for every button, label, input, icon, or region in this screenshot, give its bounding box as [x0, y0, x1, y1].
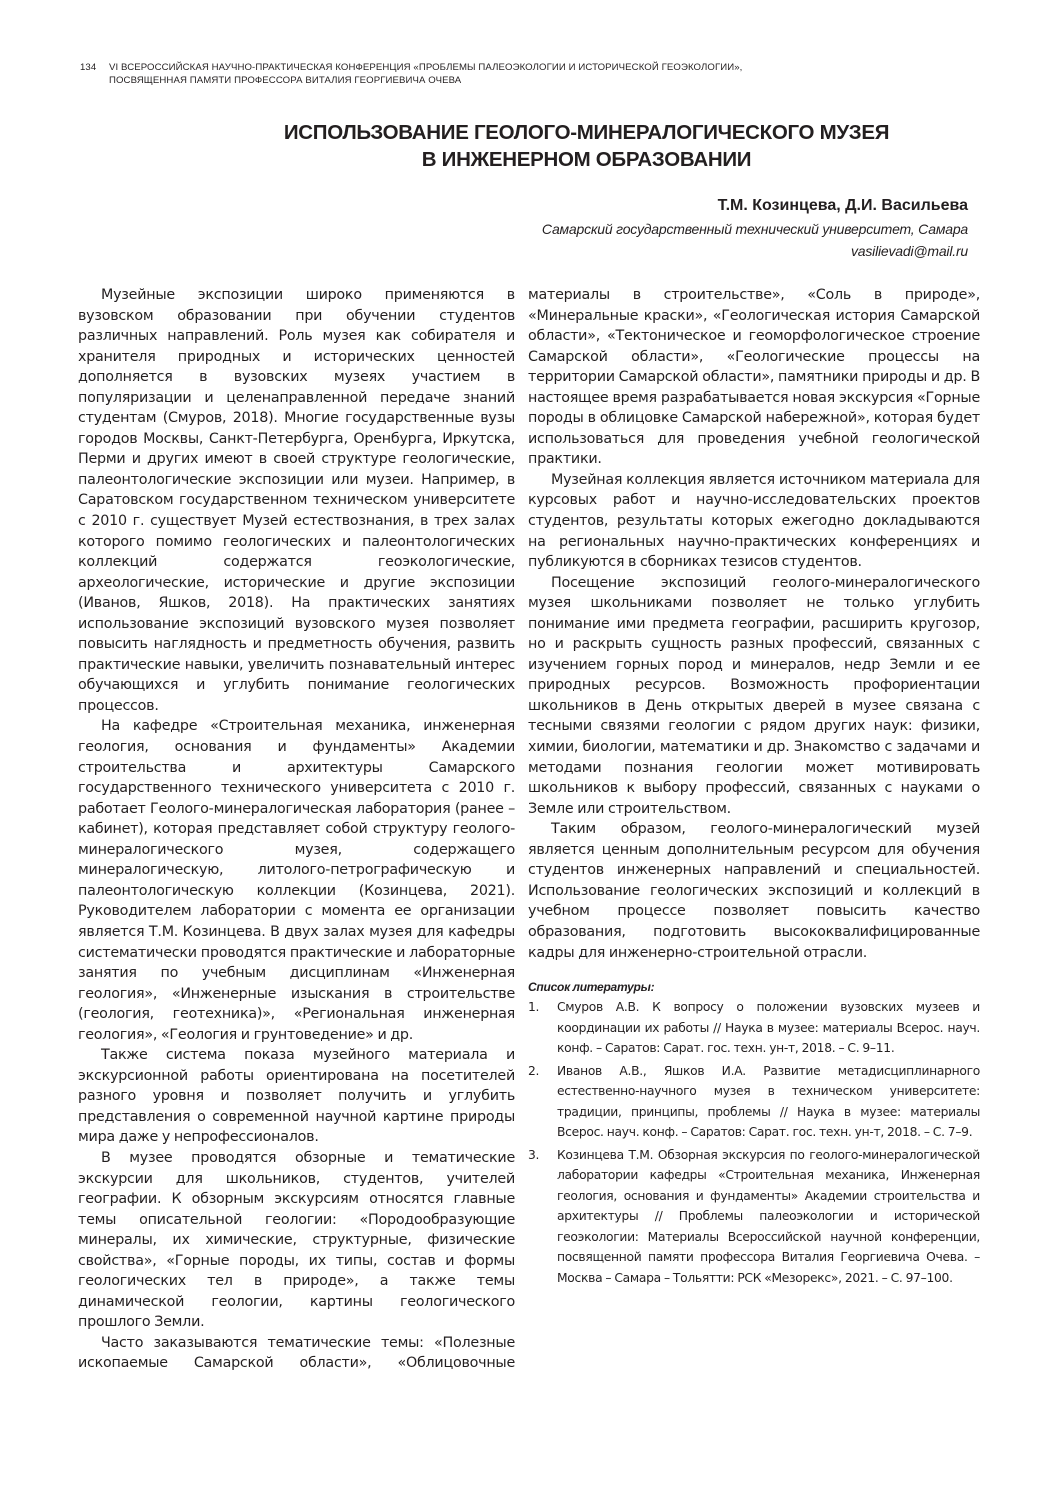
- affiliation: Самарский государственный технический университет, Самара: [541, 221, 968, 237]
- references-heading: Список литературы:: [528, 980, 655, 995]
- right-column: [528, 285, 980, 1290]
- reference-item: [528, 1061, 980, 1143]
- reference-number: 3.: [528, 1147, 540, 1162]
- references-list: [528, 997, 980, 1288]
- author-block: [542, 194, 968, 262]
- paragraph: На кафедре «Строительная механика, инженерная геология, основания и фундаменты» Академии строительства и архитектуры Самарского государственного технического университета с 2010 г. работает Геолого-минералогическая лаборатория (ранее – кабинет), которая представляет собой структуру геолого-минералогического музея, содержащего минералогическую, литолого-петрографическую и палеонтологическую коллекции (Козинцева, 2021). Руководителем лаборатории с момента ее организации является Т.М. Козинцева. В двух залах музея для кафедры систематически проводятся практические и лабораторные занятия по учебным дисциплинам «Инженерная геология», «Инженерные изыскания в строительстве (геология, геотехника)», «Региональная инженерная геология», «Геология и грунтоведение» и др.: [78, 718, 515, 1043]
- article-title-line-2: В ИНЖЕНЕРНОМ ОБРАЗОВАНИИ: [421, 148, 752, 171]
- article-title: [0, 119, 1058, 173]
- paragraph: Также система показа музейного материала и экскурсионной работы ориентирована на посетителей разного уровня и позволяет получить и углубить представления о современной научной картине природы мира даже у непрофессионалов.: [78, 1047, 515, 1146]
- paragraph: Музейная коллекция является источником материала для курсовых работ и научно-исследовательских проектов студентов, результаты которых ежегодно докладываются на региональных научно-практических конференциях и публикуются в сборниках тезисов студентов.: [528, 471, 980, 571]
- paragraph: Таким образом, геолого-минералогический музей является ценным дополнительным ресурсом для обучения студентов инженерных направлений и специальностей. Использование геологических экспозиций и коллекций в учебном процессе позволяет повысить качество образования, подготовить высококвалифицированные кадры для инженерно-строительной отрасли.: [528, 821, 980, 961]
- reference-text: Козинцева Т.М. Обзорная экскурсия по геолого-минералогической лаборатории кафедры «Строительная механика, Инженерная геология, основания и фундаменты» Академии строительства и архитектуры // Проблемы палеоэкологии и исторической геоэкологии: Материалы Всероссийской научной конференции, посвященной памяти профессора Виталия Георгиевича Очева. – Москва – Самара – Тольятти: РСК «Мезорекс», 2021. – С. 97–100.: [557, 1147, 980, 1285]
- author-email[interactable]: vasilievadi@mail.ru: [850, 243, 968, 259]
- paragraph: Посещение экспозиций геолого-минералогического музея школьниками позволяет не только углубить понимание ими предмета географии, расширить кругозор, но и раскрыть сущность разных профессий, связанных с изучением горных пород и минералов, недр Земли и ее природных ресурсов. Возможность профориентации школьников в День открытых дверей в музее связана с тесными связями геологии с рядом других наук: физики, химии, биологии, математики и др. Знакомство с задачами и методами познания геологии может мотивировать школьников к выбору профессий, связанных с науками о Земле или строительством.: [528, 574, 980, 817]
- reference-item: [528, 997, 980, 1059]
- article-title-line-1: ИСПОЛЬЗОВАНИЕ ГЕОЛОГО-МИНЕРАЛОГИЧЕСКОГО МУЗЕЯ: [283, 121, 890, 144]
- reference-text: Иванов А.В., Яшков И.А. Развитие метадисциплинарного естественно-научного музея в техническом университете: традиции, принципы, проблемы // Наука в музее: материалы Всерос. науч. конф. – Саратов: Сарат. гос. техн. ун-т, 2018. – С. 7–9.: [557, 1063, 980, 1140]
- author-names: Т.М. Козинцева, Д.И. Васильева: [717, 197, 968, 214]
- running-head-line-2: ПОСВЯЩЕННАЯ ПАМЯТИ ПРОФЕССОРА ВИТАЛИЯ ГЕОРГИЕВИЧА ОЧЕВА: [109, 75, 462, 86]
- running-head-line-1: VI ВСЕРОССИЙСКАЯ НАУЧНО-ПРАКТИЧЕСКАЯ КОНФЕРЕНЦИЯ «ПРОБЛЕМЫ ПАЛЕОЭКОЛОГИИ И ИСТОРИЧЕСКОЙ ГЕОЭКОЛОГИИ»,: [109, 62, 743, 73]
- reference-number: 1.: [528, 1000, 540, 1015]
- reference-item: [528, 1145, 980, 1289]
- paragraph-continuation: материалы в строительстве», «Соль в природе», «Минеральные краски», «Геологическая история Самарской области», «Тектоническое и геоморфологическое строение Самарской области», «Геологические процессы на территории Самарской области», памятники природы и др. В настоящее время разрабатывается новая экскурсия «Горные породы в облицовке Самарской набережной», которая будет использоваться для проведения учебной геологической практики.: [528, 287, 980, 468]
- paragraph: Часто заказываются тематические темы: «Полезные ископаемые Самарской области», «Облицовочные: [78, 1334, 515, 1372]
- paragraph: Музейные экспозиции широко применяются в вузовском образовании при обучении студентов различных направлений. Роль музея как собирателя и хранителя природных и исторических ценностей дополняется в вузовских музеях участием в популяризации и целенаправленной передаче знаний студентам (Смуров, 2018). Многие государственные вузы городов Москвы, Санкт-Петербурга, Оренбурга, Иркутска, Перми и других имеют в своей структуре геологические, палеонтологические экспозиции или музеи. Например, в Саратовском государственном техническом университете с 2010 г. существует Музей естествознания, в трех залах которого помимо геологических и палеонтологических коллекций содержатся геоэкологические, археологические, исторические и другие экспозиции (Иванов, Яшков, 2018). На практических занятиях использование экспозиций вузовского музея позволяет повысить наглядность и предметность обучения, развить практические навыки, увеличить познавательный интерес обучающихся и углубить понимание геологических процессов.: [78, 287, 515, 714]
- left-column: [78, 285, 515, 1374]
- page-number: 134: [80, 62, 97, 73]
- reference-text: Смуров А.В. К вопросу о положении вузовских музеев и координации их работы // Наука в музее: материалы Всерос. науч. конф. – Саратов: Сарат. гос. техн. ун-т, 2018. – С. 9–11.: [557, 1000, 980, 1056]
- paragraph: В музее проводятся обзорные и тематические экскурсии для школьников, студентов, учителей географии. К обзорным экскурсиям относятся главные темы описательной геологии: «Породообразующие минералы, их химические, структурные, физические свойства», «Горные породы, их типы, состав и формы геологических тел в природе», а также темы динамической геологии, картины геологического прошлого Земли.: [78, 1149, 515, 1331]
- reference-number: 2.: [528, 1063, 540, 1078]
